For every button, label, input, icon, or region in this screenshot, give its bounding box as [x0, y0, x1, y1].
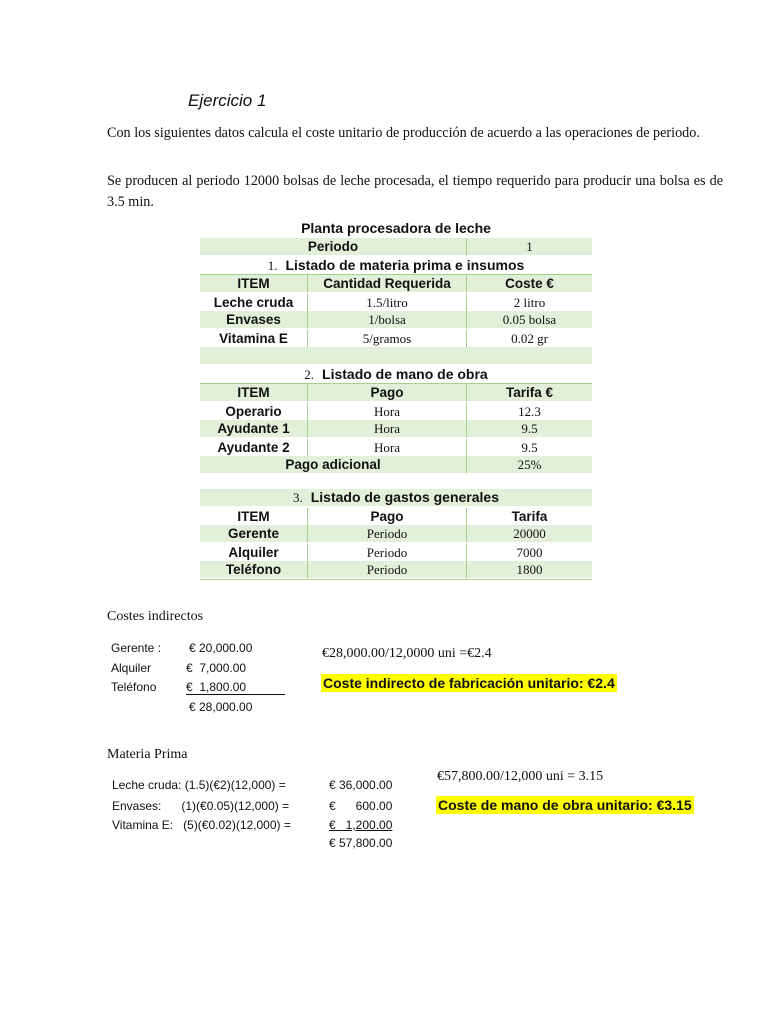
table-header-row — [200, 507, 592, 525]
column-header: Tarifa € — [467, 384, 592, 402]
section-title: Listado de gastos generales — [310, 489, 500, 505]
item-cell: Alquiler — [200, 544, 308, 561]
column-header: Pago — [308, 508, 467, 525]
result-labor-unit-cost: Coste de mano de obra unitario: €3.15 — [438, 797, 692, 813]
cost-total: € 28,000.00 — [189, 700, 253, 714]
periodo-row — [200, 238, 592, 256]
payment-cell: Hora — [308, 439, 467, 456]
paragraph-production: Se producen al periodo 12000 bolsas de leche procesada, el tiempo requerido para producir una bolsa es de 3.5 min. — [107, 173, 723, 210]
table-row — [200, 311, 592, 329]
section-header — [200, 365, 592, 384]
table-row — [200, 561, 592, 580]
column-header: ITEM — [200, 384, 308, 402]
material-value: € 600.00 — [329, 799, 393, 813]
section-heading-materia-prima: Materia Prima — [107, 747, 188, 762]
rate-cell: 7000 — [516, 544, 543, 560]
payment-cell: Periodo — [308, 525, 467, 543]
rate-cell: 1800 — [467, 561, 592, 579]
section-title: Listado de mano de obra — [322, 365, 488, 382]
item-cell: Teléfono — [200, 561, 308, 579]
cost-value: € 20,000.00 — [189, 641, 253, 655]
cost-cell: 0.02 gr — [511, 330, 548, 346]
item-cell: Vitamina E — [200, 330, 308, 347]
page-title: Ejercicio 1 — [188, 91, 267, 110]
cost-label: Teléfono — [111, 680, 157, 694]
spacer-row — [200, 347, 592, 365]
cost-cell: 0.05 bolsa — [467, 311, 592, 329]
column-header: Pago — [308, 384, 467, 402]
table-title-row — [200, 219, 592, 238]
rate-cell: 9.5 — [521, 439, 538, 455]
material-value: € 36,000.00 — [329, 778, 393, 792]
payment-cell: Hora — [308, 420, 467, 438]
payment-cell: Hora — [308, 403, 467, 420]
quantity-cell: 1/bolsa — [308, 311, 467, 329]
material-label: Vitamina E: (5)(€0.02)(12,000) = — [112, 818, 291, 832]
section-number: 3. — [292, 490, 303, 505]
payment-cell: Periodo — [308, 544, 467, 561]
table-header-row — [200, 384, 592, 402]
item-cell: Ayudante 2 — [200, 439, 308, 456]
section-title: Listado de materia prima e insumos — [285, 256, 525, 273]
formula-materia-prima: €57,800.00/12,000 uni = 3.15 — [437, 769, 604, 784]
section-number: 2. — [304, 366, 315, 382]
extra-payment-value: 25% — [467, 456, 592, 474]
material-total: € 57,800.00 — [329, 836, 393, 850]
periodo-value: 1 — [467, 238, 592, 256]
quantity-cell: 5/gramos — [308, 330, 467, 347]
extra-payment-row — [200, 456, 592, 474]
table-row — [200, 420, 592, 438]
table-row — [200, 329, 592, 347]
table-title: Planta procesadora de leche — [301, 220, 491, 236]
cost-value: € 7,000.00 — [186, 661, 247, 675]
formula-indirect: €28,000.00/12,0000 uni =€2.4 — [322, 646, 492, 661]
material-label: Envases: (1)(€0.05)(12,000) = — [112, 799, 290, 813]
item-cell: Operario — [200, 403, 308, 420]
material-value: € 1,200.00 — [329, 818, 393, 832]
cost-label: Alquiler — [111, 661, 152, 675]
table-row — [200, 525, 592, 543]
cost-value: € 1,800.00 — [186, 680, 285, 695]
spacer-row — [200, 474, 592, 489]
paragraph-instructions: Con los siguientes datos calcula el coste unitario de producción de acuerdo a las operaciones de periodo. — [107, 125, 700, 141]
table-row — [200, 543, 592, 561]
table-header-row — [200, 275, 592, 293]
periodo-label: Periodo — [200, 238, 467, 256]
column-header: Tarifa — [511, 508, 548, 524]
quantity-cell: 1.5/litro — [308, 294, 467, 311]
rate-cell: 12.3 — [518, 403, 541, 419]
payment-cell: Periodo — [308, 561, 467, 579]
table-row — [200, 293, 592, 311]
column-header: ITEM — [200, 508, 308, 525]
item-cell: Ayudante 1 — [200, 420, 308, 438]
section-heading-costes-indirectos: Costes indirectos — [107, 609, 204, 624]
cost-cell: 2 litro — [513, 294, 546, 310]
rate-cell: 20000 — [467, 525, 592, 543]
table-row — [200, 438, 592, 456]
cost-label: Gerente : — [111, 641, 162, 655]
section-header — [200, 489, 592, 507]
item-cell: Envases — [200, 311, 308, 329]
column-header: Cantidad Requerida — [308, 275, 467, 293]
material-label: Leche cruda: (1.5)(€2)(12,000) = — [112, 778, 286, 792]
column-header: Coste € — [467, 275, 592, 293]
item-cell: Gerente — [200, 525, 308, 543]
section-header — [200, 256, 592, 275]
rate-cell: 9.5 — [467, 420, 592, 438]
item-cell: Leche cruda — [200, 294, 308, 311]
column-header: ITEM — [200, 275, 308, 293]
section-number: 1. — [267, 257, 278, 273]
table-row — [200, 402, 592, 420]
plant-table — [200, 219, 592, 580]
extra-payment-label: Pago adicional — [200, 456, 467, 474]
result-indirect-unit-cost: Coste indirecto de fabricación unitario: €2.4 — [323, 675, 615, 691]
